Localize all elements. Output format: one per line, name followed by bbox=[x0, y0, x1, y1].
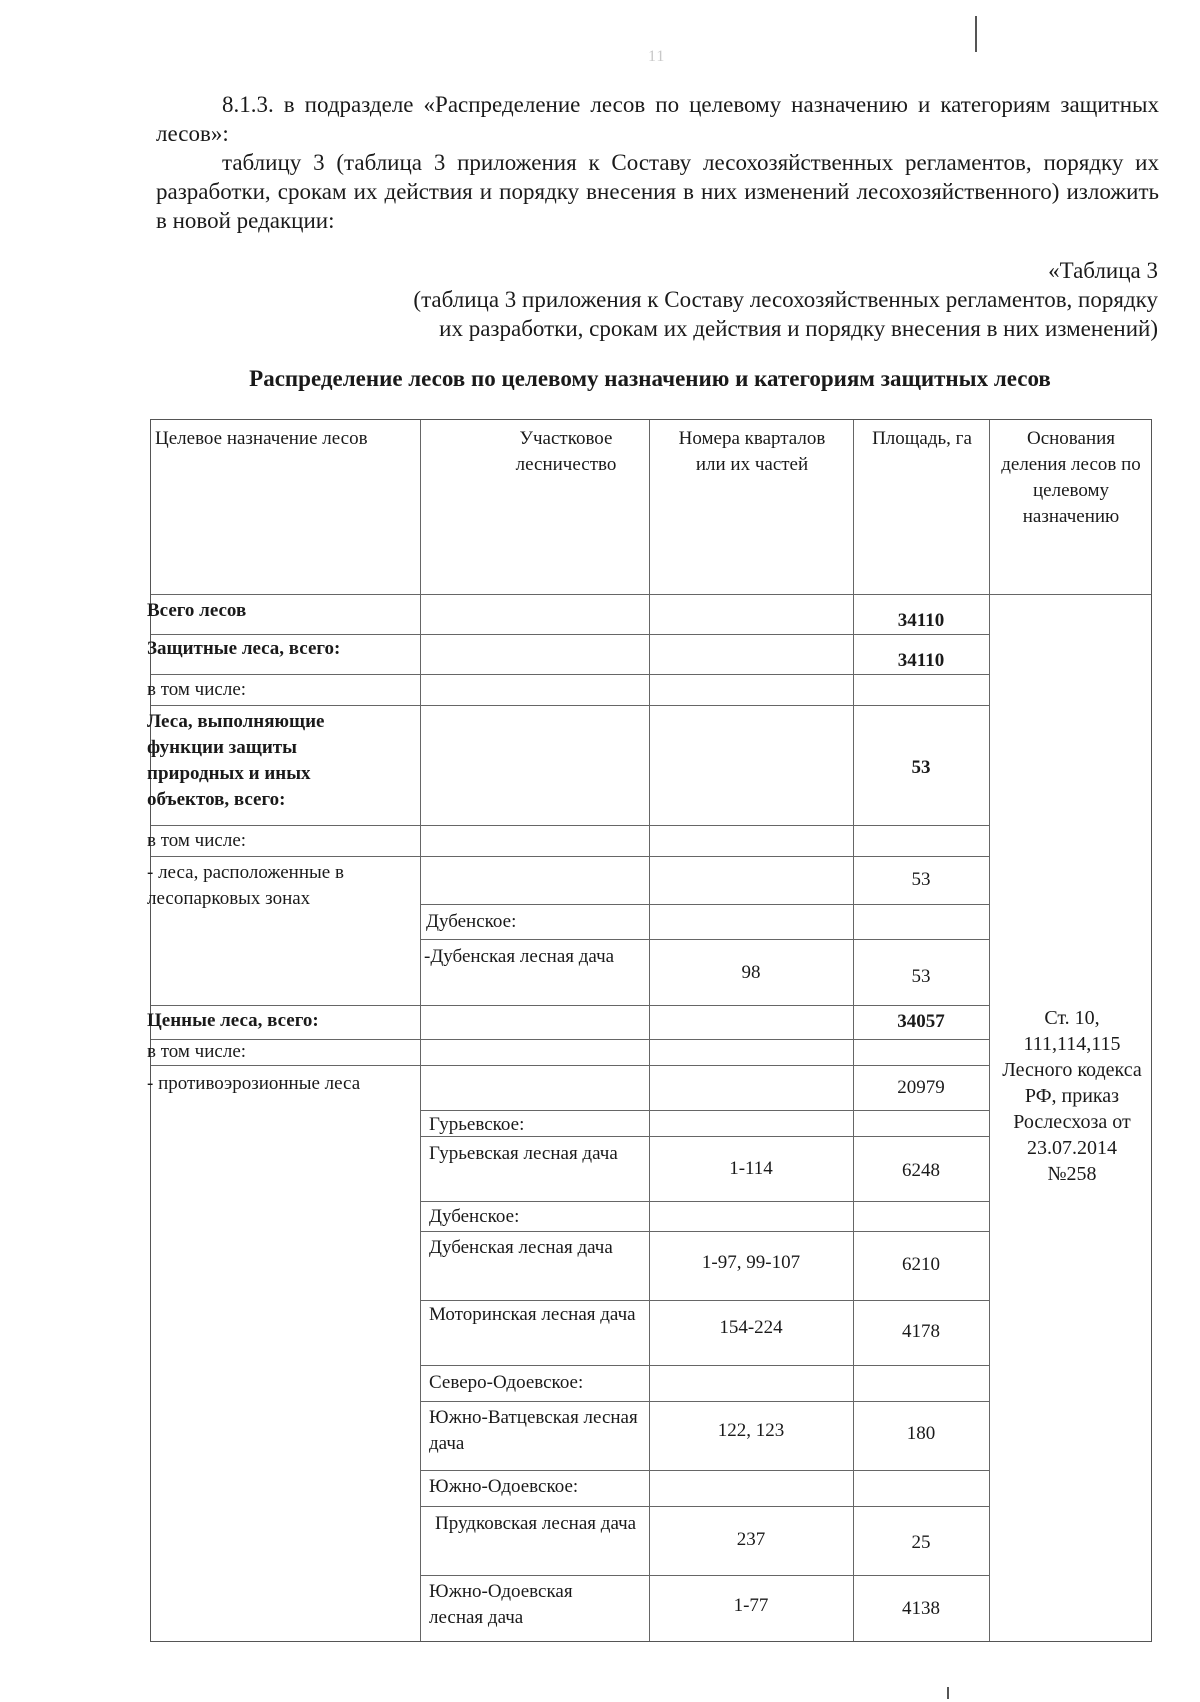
row-line bbox=[151, 856, 989, 857]
intro-paragraph-1: 8.1.3. в подразделе «Распределение лесов по целевому назначению и категориям защитных лесов»: bbox=[156, 92, 1159, 146]
row-gurev-dacha: Гурьевская лесная дача bbox=[429, 1143, 618, 1164]
row-prud-quarters: 237 bbox=[736, 1529, 766, 1550]
row-line bbox=[420, 1231, 989, 1232]
row-park-forestry: Дубенское: bbox=[426, 911, 517, 932]
header-area: Площадь, га bbox=[872, 428, 972, 449]
row-incl-3: в том числе: bbox=[147, 1041, 247, 1062]
row-gurev-forestry: Гурьевское: bbox=[429, 1114, 525, 1135]
basis-text: Ст. 10, 111,114,115 Лесного кодекса РФ, приказ Рослесхоза от 23.07.2014 №258 bbox=[1002, 1007, 1142, 1185]
intro-paragraph-2: таблицу 3 (таблица 3 приложения к Составу лесохозяйственных регламентов, порядку их разработки, срокам их действия и порядку внесения в них изменений лесохозяйственного) изложить в новой редакции: bbox=[156, 150, 1159, 233]
row-yuzh-dacha: Южно-Одоевская лесная дача bbox=[429, 1581, 573, 1628]
row-line bbox=[420, 1506, 989, 1507]
row-duben-forestry: Дубенское: bbox=[429, 1206, 520, 1227]
row-total-label: Всего лесов bbox=[147, 600, 247, 621]
row-line bbox=[151, 705, 989, 706]
row-motor-quarters: 154-224 bbox=[719, 1317, 783, 1338]
row-sever-forestry: Северо-Одоевское: bbox=[429, 1372, 584, 1393]
row-valuable-label: Ценные леса, всего: bbox=[147, 1010, 319, 1031]
row-vatc-dacha: Южно-Ватцевская лесная дача bbox=[429, 1407, 638, 1454]
caption-line-1: «Таблица 3 bbox=[1048, 258, 1158, 283]
row-func-label: Леса, выполняющие функции защиты природных и иных объектов, всего: bbox=[147, 711, 325, 810]
row-line bbox=[420, 1365, 989, 1366]
row-gurev-area: 6248 bbox=[902, 1160, 940, 1181]
row-duben-quarters: 1-97, 99-107 bbox=[701, 1252, 801, 1273]
forest-distribution-table bbox=[147, 419, 1152, 1642]
caption-line-3: их разработки, срокам их действия и порядку внесения в них изменений) bbox=[439, 316, 1158, 341]
row-func-area: 53 bbox=[911, 757, 931, 778]
row-line bbox=[151, 1065, 989, 1066]
col-divider-4 bbox=[989, 420, 990, 1641]
row-park-label: - леса, расположенные в лесопарковых зонах bbox=[147, 862, 344, 909]
row-incl-2: в том числе: bbox=[147, 830, 247, 851]
row-line bbox=[420, 904, 989, 905]
row-protective-area: 34110 bbox=[897, 650, 945, 671]
table-caption bbox=[298, 256, 1158, 343]
row-duben-area: 6210 bbox=[902, 1254, 940, 1275]
row-park-area: 53 bbox=[911, 869, 931, 890]
col-divider-1 bbox=[420, 420, 421, 1641]
scan-mark-top bbox=[975, 16, 977, 52]
row-total-area: 34110 bbox=[897, 610, 945, 631]
row-line bbox=[151, 674, 989, 675]
header-quarters: Номера кварталов или их частей bbox=[678, 428, 826, 475]
row-line bbox=[420, 1300, 989, 1301]
row-yuzh-area: 4138 bbox=[902, 1598, 940, 1619]
row-yuzh-forestry: Южно-Одоевское: bbox=[429, 1476, 579, 1497]
row-line-header bbox=[151, 594, 1151, 595]
row-gurev-quarters: 1-114 bbox=[729, 1158, 773, 1179]
caption-line-2: (таблица 3 приложения к Составу лесохозяйственных регламентов, порядку bbox=[413, 287, 1158, 312]
row-anti-area: 20979 bbox=[897, 1077, 945, 1098]
col-divider-2 bbox=[649, 420, 650, 1641]
row-motor-area: 4178 bbox=[902, 1321, 940, 1342]
row-line bbox=[420, 1575, 989, 1576]
row-valuable-area: 34057 bbox=[897, 1011, 945, 1032]
header-basis: Основания деления лесов по целевому назначению bbox=[1001, 428, 1141, 527]
page-number: 11 bbox=[648, 48, 666, 65]
row-line bbox=[420, 1470, 989, 1471]
row-yuzh-quarters: 1-77 bbox=[733, 1595, 769, 1616]
row-line bbox=[151, 825, 989, 826]
row-protective-label: Защитные леса, всего: bbox=[147, 638, 341, 659]
header-forestry: Участковое лесничество bbox=[515, 428, 617, 475]
row-line bbox=[151, 634, 989, 635]
row-vatc-area: 180 bbox=[906, 1423, 936, 1444]
table-title: Распределение лесов по целевому назначению и категориям защитных лесов bbox=[249, 366, 1051, 391]
row-vatc-quarters: 122, 123 bbox=[717, 1420, 785, 1441]
row-prud-area: 25 bbox=[911, 1532, 931, 1553]
scan-mark-bottom bbox=[947, 1687, 949, 1699]
row-motor-dacha: Моторинская лесная дача bbox=[429, 1304, 636, 1325]
row-line bbox=[420, 939, 989, 940]
row-anti-label: - противоэрозионные леса bbox=[147, 1073, 361, 1094]
header-purpose: Целевое назначение лесов bbox=[155, 428, 368, 449]
row-incl-1: в том числе: bbox=[147, 679, 247, 700]
row-line bbox=[420, 1401, 989, 1402]
row-line bbox=[420, 1201, 989, 1202]
row-line bbox=[420, 1110, 989, 1111]
row-park-dacha-quarters: 98 bbox=[741, 962, 761, 983]
row-duben-dacha: Дубенская лесная дача bbox=[429, 1237, 613, 1258]
row-park-dacha-forestry: -Дубенская лесная дача bbox=[424, 946, 615, 967]
row-prud-dacha: Прудковская лесная дача bbox=[435, 1513, 637, 1534]
row-park-dacha-area: 53 bbox=[911, 966, 931, 987]
row-line bbox=[151, 1005, 989, 1006]
